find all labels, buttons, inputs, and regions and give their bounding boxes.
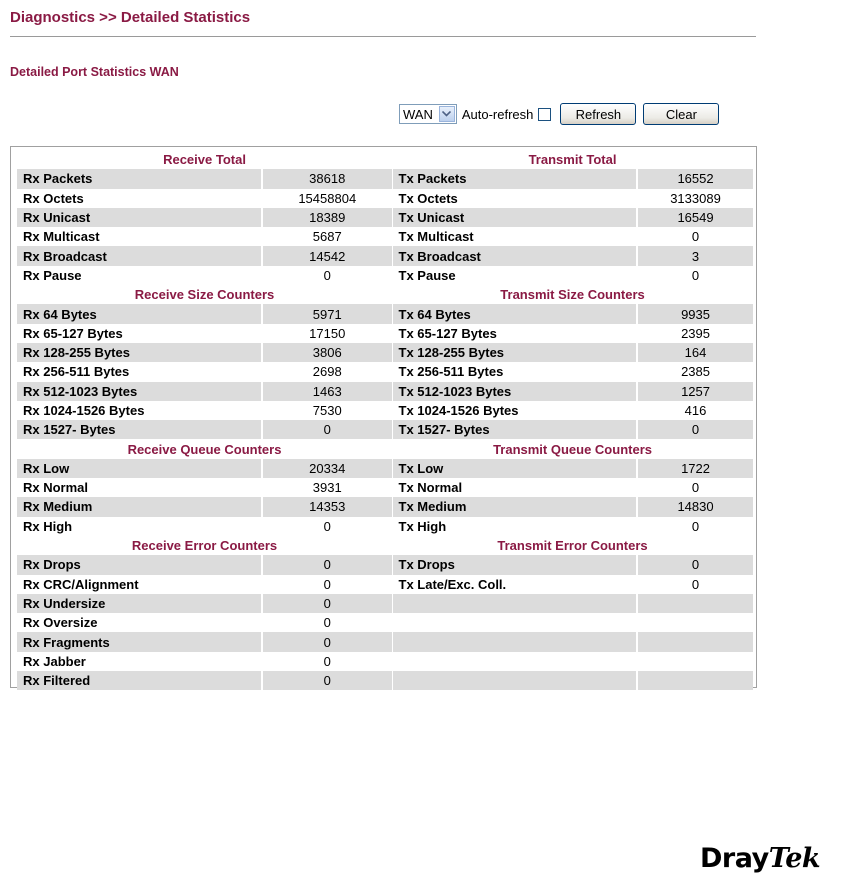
tx-counter-value: 0 bbox=[637, 227, 753, 246]
table-row bbox=[17, 246, 753, 265]
section-title: Detailed Port Statistics WAN bbox=[10, 65, 179, 79]
rx-counter-name: Rx Filtered bbox=[17, 671, 262, 690]
tx-counter-value: 2395 bbox=[637, 324, 753, 343]
tx-counter-name: Tx 128-255 Bytes bbox=[392, 343, 637, 362]
tx-counter-name: Tx High bbox=[392, 517, 637, 536]
rx-counter-name: Rx Pause bbox=[23, 267, 82, 283]
rx-counter-name: Rx Jabber bbox=[23, 653, 86, 669]
rx-counter-name: Rx Fragments bbox=[17, 632, 262, 651]
tx-counter-value: 3133089 bbox=[637, 189, 753, 208]
rx-counter-name: Rx 512-1023 Bytes bbox=[17, 382, 262, 401]
tx-counter-name: Tx 65-127 Bytes bbox=[392, 324, 637, 343]
draytek-logo bbox=[700, 843, 820, 874]
refresh-button[interactable]: Refresh bbox=[560, 103, 636, 125]
tx-counter-value bbox=[637, 594, 753, 613]
tx-counter-value: 416 bbox=[637, 401, 753, 420]
table-row bbox=[17, 362, 753, 381]
rx-counter-name: Rx Oversize bbox=[23, 615, 98, 631]
tx-counter-value: 0 bbox=[637, 555, 753, 574]
tx-counter-value: 0 bbox=[637, 266, 753, 285]
table-row bbox=[17, 420, 753, 439]
tx-counter-value: 3 bbox=[637, 246, 753, 265]
table-row bbox=[17, 575, 753, 594]
rx-section-title: Receive Total bbox=[17, 150, 392, 169]
table-row bbox=[17, 459, 753, 478]
tx-counter-name bbox=[392, 594, 637, 613]
rx-counter-name: Rx Medium bbox=[17, 497, 262, 516]
rx-counter-name: Rx Octets bbox=[23, 190, 84, 206]
rx-counter-name: Rx Broadcast bbox=[17, 246, 262, 265]
rx-counter-value: 0 bbox=[262, 517, 392, 536]
rx-counter-value: 14542 bbox=[262, 246, 392, 265]
rx-counter-value: 5687 bbox=[262, 227, 392, 246]
table-row bbox=[17, 478, 753, 497]
tx-counter-value bbox=[637, 632, 753, 651]
table-row bbox=[17, 169, 753, 188]
tx-counter-name: Tx Multicast bbox=[392, 227, 637, 246]
rx-section-title: Receive Size Counters bbox=[17, 285, 392, 304]
table-row bbox=[17, 304, 753, 323]
rx-counter-value: 0 bbox=[262, 420, 392, 439]
logo-text-tek: Tek bbox=[768, 843, 821, 874]
tx-counter-name: Tx Broadcast bbox=[392, 246, 637, 265]
rx-counter-value: 3931 bbox=[262, 478, 392, 497]
rx-counter-name: Rx 1527- Bytes bbox=[17, 420, 262, 439]
rx-section-title: Receive Error Counters bbox=[17, 536, 392, 555]
tx-counter-name: Tx Packets bbox=[392, 169, 637, 188]
tx-counter-value bbox=[637, 613, 753, 632]
table-row bbox=[17, 652, 753, 671]
rx-section-title: Receive Queue Counters bbox=[17, 439, 392, 458]
rx-counter-value: 0 bbox=[262, 555, 392, 574]
tx-counter-value: 9935 bbox=[637, 304, 753, 323]
rx-counter-value: 14353 bbox=[262, 497, 392, 516]
tx-counter-name: Tx Low bbox=[392, 459, 637, 478]
table-row bbox=[17, 382, 753, 401]
tx-counter-value: 0 bbox=[637, 575, 753, 594]
tx-counter-value: 1722 bbox=[637, 459, 753, 478]
rx-counter-value: 3806 bbox=[262, 343, 392, 362]
table-row bbox=[17, 401, 753, 420]
rx-counter-value: 0 bbox=[262, 632, 392, 651]
section-header-row bbox=[17, 285, 753, 304]
table-row bbox=[17, 594, 753, 613]
table-row bbox=[17, 517, 753, 536]
rx-counter-value: 20334 bbox=[262, 459, 392, 478]
tx-counter-value: 14830 bbox=[637, 497, 753, 516]
tx-section-title: Transmit Error Counters bbox=[392, 536, 753, 555]
section-header-row bbox=[17, 150, 753, 169]
controls-bar bbox=[399, 103, 719, 125]
rx-counter-name: Rx 65-127 Bytes bbox=[23, 325, 123, 341]
section-header-row bbox=[17, 439, 753, 458]
statistics-table bbox=[17, 150, 753, 690]
tx-counter-name: Tx 1024-1526 Bytes bbox=[392, 401, 637, 420]
tx-counter-value: 1257 bbox=[637, 382, 753, 401]
tx-counter-name: Tx Pause bbox=[392, 266, 637, 285]
tx-counter-name bbox=[392, 652, 637, 671]
table-row bbox=[17, 613, 753, 632]
tx-counter-name: Tx 256-511 Bytes bbox=[392, 362, 637, 381]
rx-counter-name: Rx Packets bbox=[17, 169, 262, 188]
rx-counter-value: 0 bbox=[262, 575, 392, 594]
tx-counter-name: Tx Late/Exc. Coll. bbox=[392, 575, 637, 594]
tx-section-title: Transmit Size Counters bbox=[392, 285, 753, 304]
rx-counter-value: 15458804 bbox=[262, 189, 392, 208]
tx-counter-name bbox=[392, 671, 637, 690]
rx-counter-value: 0 bbox=[262, 652, 392, 671]
table-row bbox=[17, 324, 753, 343]
table-row bbox=[17, 671, 753, 690]
tx-counter-value: 0 bbox=[637, 420, 753, 439]
table-row bbox=[17, 208, 753, 227]
tx-counter-value: 16549 bbox=[637, 208, 753, 227]
tx-counter-name: Tx Normal bbox=[392, 478, 637, 497]
tx-counter-name: Tx Octets bbox=[392, 189, 637, 208]
port-select[interactable] bbox=[399, 104, 457, 124]
tx-counter-value: 16552 bbox=[637, 169, 753, 188]
tx-counter-name: Tx 1527- Bytes bbox=[392, 420, 637, 439]
rx-counter-value: 2698 bbox=[262, 362, 392, 381]
rx-counter-name: Rx 1024-1526 Bytes bbox=[23, 403, 145, 418]
rx-counter-value: 18389 bbox=[262, 208, 392, 227]
tx-counter-value: 0 bbox=[637, 478, 753, 497]
title-divider bbox=[10, 36, 756, 37]
table-row bbox=[17, 343, 753, 362]
auto-refresh-label: Auto-refresh bbox=[461, 106, 534, 122]
logo-text-dray: Dray bbox=[700, 843, 769, 874]
auto-refresh-checkbox[interactable] bbox=[538, 108, 551, 121]
rx-counter-value: 0 bbox=[262, 266, 392, 285]
rx-counter-value: 0 bbox=[262, 671, 392, 690]
tx-counter-name bbox=[392, 613, 637, 632]
rx-counter-name: Rx Undersize bbox=[17, 594, 262, 613]
tx-counter-value: 0 bbox=[637, 517, 753, 536]
rx-counter-value: 5971 bbox=[262, 304, 392, 323]
rx-counter-name: Rx Normal bbox=[23, 480, 89, 496]
tx-counter-name: Tx Medium bbox=[392, 497, 637, 516]
table-row bbox=[17, 555, 753, 574]
clear-button[interactable]: Clear bbox=[643, 103, 719, 125]
chevron-down-icon[interactable] bbox=[439, 106, 455, 122]
page-title: Diagnostics >> Detailed Statistics bbox=[10, 9, 251, 26]
tx-counter-name: Tx 64 Bytes bbox=[392, 304, 637, 323]
tx-counter-value bbox=[637, 671, 753, 690]
table-row bbox=[17, 632, 753, 651]
tx-counter-name: Tx Drops bbox=[392, 555, 637, 574]
rx-counter-name: Rx High bbox=[23, 518, 73, 534]
rx-counter-name: Rx 128-255 Bytes bbox=[17, 343, 262, 362]
tx-counter-value: 164 bbox=[637, 343, 753, 362]
tx-section-title: Transmit Total bbox=[392, 150, 753, 169]
rx-counter-name: Rx CRC/Alignment bbox=[23, 576, 139, 592]
rx-counter-name: Rx Multicast bbox=[23, 229, 100, 245]
tx-counter-name: Tx 512-1023 Bytes bbox=[392, 382, 637, 401]
rx-counter-name: Rx Drops bbox=[17, 555, 262, 574]
rx-counter-value: 1463 bbox=[262, 382, 392, 401]
rx-counter-name: Rx Low bbox=[17, 459, 262, 478]
table-row bbox=[17, 497, 753, 516]
rx-counter-name: Rx 256-511 Bytes bbox=[23, 364, 130, 380]
tx-counter-name bbox=[392, 632, 637, 651]
table-row bbox=[17, 227, 753, 246]
tx-counter-value bbox=[637, 652, 753, 671]
tx-counter-value: 2385 bbox=[637, 362, 753, 381]
port-select-value: WAN bbox=[403, 106, 433, 122]
rx-counter-value: 0 bbox=[262, 594, 392, 613]
rx-counter-name: Rx Unicast bbox=[17, 208, 262, 227]
section-header-row bbox=[17, 536, 753, 555]
rx-counter-value: 7530 bbox=[262, 401, 392, 420]
table-row bbox=[17, 189, 753, 208]
table-row bbox=[17, 266, 753, 285]
rx-counter-value: 38618 bbox=[262, 169, 392, 188]
tx-counter-name: Tx Unicast bbox=[392, 208, 637, 227]
rx-counter-value: 17150 bbox=[262, 324, 392, 343]
rx-counter-value: 0 bbox=[262, 613, 392, 632]
tx-section-title: Transmit Queue Counters bbox=[392, 439, 753, 458]
rx-counter-name: Rx 64 Bytes bbox=[17, 304, 262, 323]
